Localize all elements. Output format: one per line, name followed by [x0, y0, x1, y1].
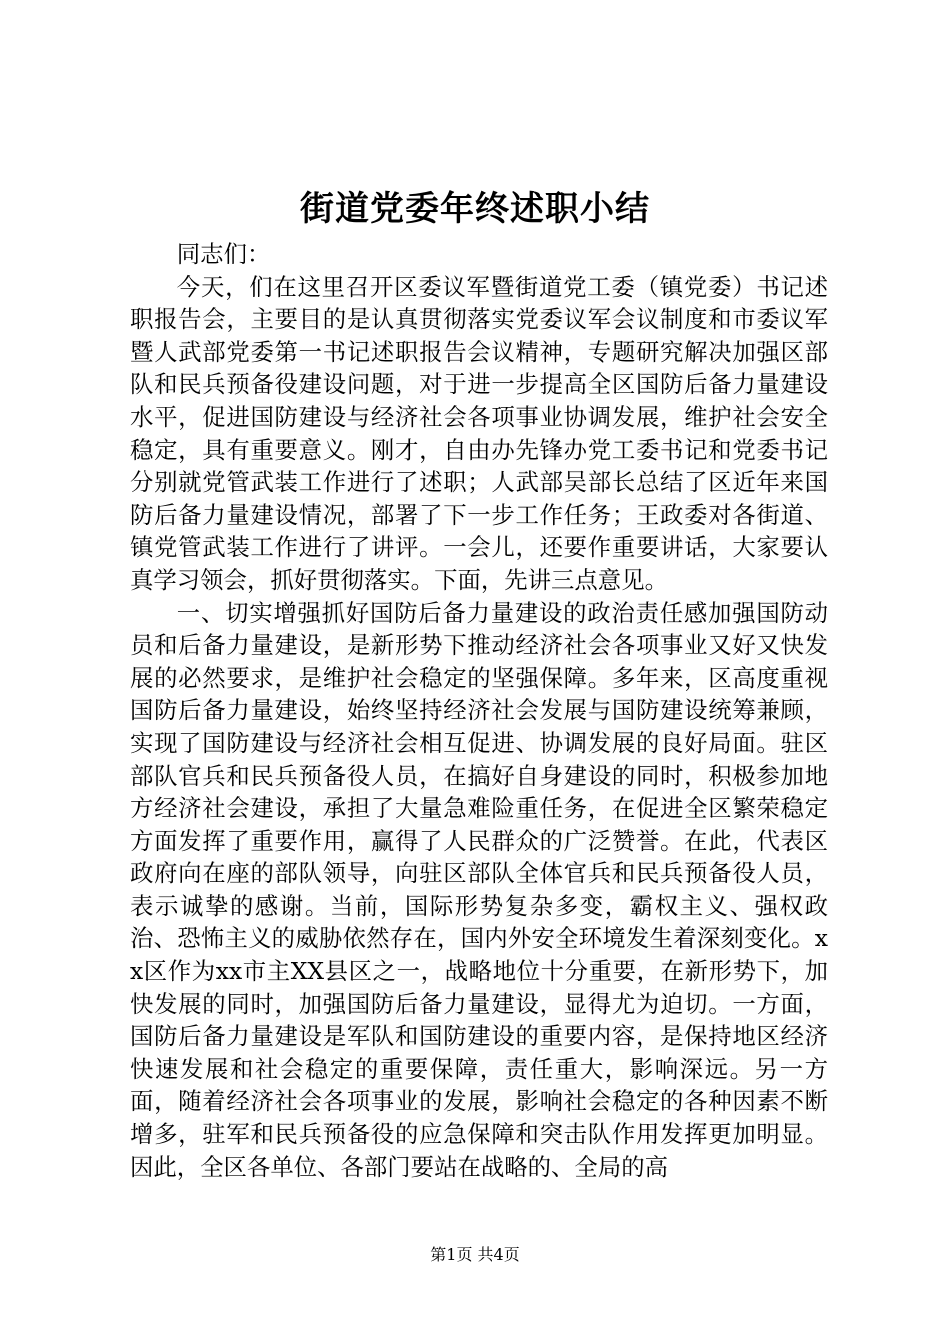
salutation: 同志们： — [176, 240, 271, 268]
paragraph-intro: 今天，们在这里召开区委议军暨街道党工委（镇党委）书记述职报告会，主要目的是认真贯彻落实党委议军会议制度和市委议军暨人武部党委第一书记述职报告会议精神，专题研究解决加强区部队和民兵预备役建设问题，对于进一步提高全区国防后备力量建设水平，促进国防建设与经济社会各项事业协调发展，维护社会安全稳定，具有重要意义。刚才，自由办先锋办党工委书记和党委书记分别就党管武装工作进行了述职；人武部吴部长总结了区近年来国防后备力量建设情况，部署了下一步工作任务；王政委对各街道、镇党管武装工作进行了讲评。一会儿，还要作重要讲话，大家要认真学习领会，抓好贯彻落实。下面，先讲三点意见。 — [130, 272, 828, 594]
document-title: 街道党委年终述职小结 — [300, 189, 650, 229]
document-body — [130, 238, 828, 1183]
paragraph-section-one: 一、切实增强抓好国防后备力量建设的政治责任感加强国防动员和后备力量建设，是新形势下推动经济社会各项事业又好又快发展的必然要求，是维护社会稳定的坚强保障。多年来，区高度重视国防后备力量建设，始终坚持经济社会发展与国防建设统筹兼顾，实现了国防建设与经济社会相互促进、协调发展的良好局面。驻区部队官兵和民兵预备役人员，在搞好自身建设的同时，积极参加地方经济社会建设，承担了大量急难险重任务，在促进全区繁荣稳定方面发挥了重要作用，赢得了人民群众的广泛赞誉。在此，代表区政府向在座的部队领导，向驻区部队全体官兵和民兵预备役人员，表示诚挚的感谢。当前，国际形势复杂多变，霸权主义、强权政治、恐怖主义的威胁依然存在，国内外安全环境发生着深刻变化。xx区作为xx市主XX县区之一，战略地位十分重要，在新形势下，加快发展的同时，加强国防后备力量建设，显得尤为迫切。一方面，国防后备力量建设是军队和国防建设的重要内容，是保持地区经济快速发展和社会稳定的重要保障，责任重大，影响深远。另一方面，随着经济社会各项事业的发展，影响社会稳定的各种因素不断增多，驻军和民兵预备役的应急保障和突击队作用发挥更加明显。因此，全区各单位、各部门要站在战略的、全局的高 — [130, 598, 828, 1181]
page-footer: 第1页 共4页 — [430, 1245, 520, 1264]
